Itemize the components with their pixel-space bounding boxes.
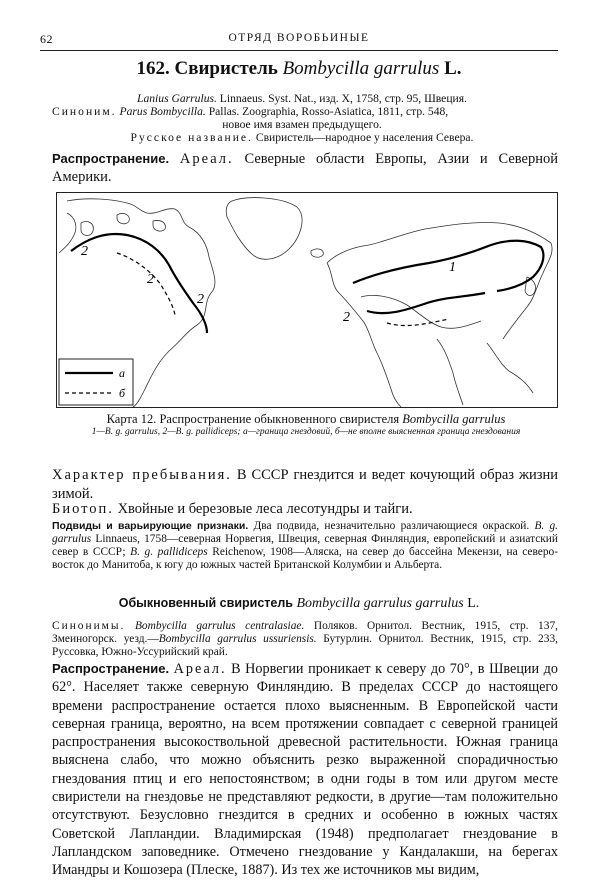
synonym-latin: Lanius Garrulus. — [137, 92, 217, 105]
synonymy-block — [52, 92, 552, 144]
map-label-2a: 2 — [81, 244, 88, 259]
map-label-2d: 2 — [343, 310, 350, 325]
subspecies-text-2: Linnaeus, 1758—северная Норвегия, Швеция, северная Финляндия, европейский и азиатский север в СССР; — [52, 533, 558, 558]
synonymy-line-1 — [52, 92, 552, 105]
distribution2-areal-label: Ареал. — [173, 661, 227, 677]
subspecies-title-latin: Bombycilla garrulus garrulus — [296, 596, 464, 611]
biotope-label: Биотоп. — [52, 501, 114, 517]
distribution-label: Распространение. — [52, 151, 170, 166]
subspecies-title — [40, 596, 558, 612]
legend-label-b: б — [119, 386, 126, 400]
synonym-citation: Linnaeus. Syst. Nat., изд. X, 1758, стр. 95, Швеция. — [216, 92, 467, 105]
distribution2-text: В Норвегии проникает к северу до 70°, в Швеции до 62°. Населяет также северную Финляндию. В пределах СССР до настоящего времени распространение остается плохо выясненным. В Европейской части северная граница, вероятно, на всем протяжении совпадает с северной границей распространения высокоствольной древесной растительности. Южная граница выяснена слабо, что можно объяснить резко выраженной спорадичностью гнездования птиц и его непостоянством; в одни годы в том или другом месте свиристели на гнездовье не представляют редкости, в другие—там положительно отсутствуют. Безусловно гнездится в средних и особенно в южных частях Советской Лапландии. Владимирская (1948) предполагает гнездование в Лапландском заповеднике. Отмечено гнездование у Кандалакши, на берегах Имандры и Кошозера (Плеске, 1887). Из тех же источников мы видим, — [52, 661, 558, 879]
uncertain-boundary-eurasia — [387, 319, 449, 326]
species-title — [40, 58, 558, 80]
mediterranean-asia-line — [361, 295, 481, 328]
range-boundary-eurasia-south — [367, 293, 485, 313]
synonym-label: Синоним. — [52, 105, 117, 118]
map-label-2b: 2 — [147, 272, 154, 287]
greenland-coast — [226, 198, 302, 260]
se-asia-coast — [487, 343, 533, 393]
alaska-coast — [59, 213, 76, 253]
subspecies-synonymy — [52, 620, 558, 659]
island-1 — [81, 221, 93, 235]
residence-label: Характер пребывания. — [52, 467, 232, 483]
synonym-citation-2: Pallas. Zoographia, Rosso-Asiatica, 1811, стр. 548, — [205, 105, 449, 118]
subspecies-text-3: Reichenow, 1908—Аляска, на север до бассейна Мекензи, на северо-восток до Манитоба, к югу до южных частей Британской Колумбии и Альберта. — [52, 546, 559, 571]
map-caption-main — [60, 412, 552, 427]
india-coast — [437, 339, 463, 405]
biotope-paragraph — [52, 500, 558, 518]
running-title: ОТРЯД ВОРОБЬИНЫЕ — [228, 32, 370, 44]
subspecies-latin-1: B. g. garrulus — [52, 520, 558, 545]
map-label-1: 1 — [449, 260, 456, 275]
species-latin-name: Bombycilla garrulus — [282, 58, 440, 79]
distribution-map — [56, 192, 558, 408]
distribution-intro — [52, 150, 558, 186]
subspecies-label: Подвиды и варьирующие признаки. — [52, 520, 249, 532]
synonymy2-latin-1: Bombycilla garrulus centralasiae. — [134, 620, 305, 632]
species-number-name: 162. Свиристель — [136, 58, 278, 79]
island-3 — [153, 220, 165, 231]
residence-paragraph — [52, 466, 558, 504]
caption-text: Карта 12. Распространение обыкновенного свиристеля — [106, 412, 403, 426]
russian-name-text: Свиристель—народное у населения Севера. — [252, 131, 474, 144]
europe-africa-west-coast — [327, 263, 401, 407]
legend-label-a: а — [119, 366, 125, 380]
map-legend — [59, 359, 133, 405]
synonymy2-text-2: Бутурлин. Орнитол. Вестник, 1915, стр. 233, Руссовка, Южно-Уссурийский край. — [52, 633, 558, 658]
subspecies-paragraph — [52, 520, 558, 572]
distribution2-label: Распространение. — [52, 661, 170, 676]
page-number: 62 — [40, 32, 53, 46]
russian-name-label: Русское название. — [130, 131, 253, 144]
map-label-2c: 2 — [197, 292, 204, 307]
iceland-coast — [311, 249, 323, 257]
distribution-paragraph — [52, 660, 558, 880]
synonymy2-latin-2: Bombycilla garrulus ussuriensis. — [158, 633, 317, 645]
distribution-text: Северные области Европы, Азии и Северной Америки. — [52, 151, 559, 185]
synonym-latin-2: Parus Bombycilla. — [119, 105, 206, 118]
synonymy-line-2 — [52, 105, 552, 118]
map-caption-legend: 1—B. g. garrulus, 2—B. g. pallidiceps; а—граница гнездовий, б—не вполне выясненная граница гнездования — [91, 427, 521, 437]
synonymy2-label: Синонимы. — [52, 620, 126, 632]
synonymy-line-4 — [52, 131, 552, 144]
species-author: L. — [444, 58, 462, 79]
range-boundary-america — [71, 234, 207, 333]
subspecies-text-1: Два подвида, незначительно различающиеся окраской. — [248, 520, 535, 532]
running-head — [40, 32, 558, 50]
map-caption — [60, 412, 552, 438]
header-rule — [40, 50, 558, 51]
caption-latin: Bombycilla garrulus — [402, 412, 506, 426]
subspecies-title-author: L. — [467, 596, 480, 611]
map-drawing — [57, 193, 557, 407]
synonymy2-text-1: Поляков. Орнитол. Вестник, 1915, стр. 137, Змеиногорск. уезд.— — [52, 620, 558, 645]
subspecies-latin-2: B. g. pallidiceps — [130, 546, 208, 558]
biotope-text: Хвойные и березовые леса лесотундры и тайги. — [113, 501, 413, 517]
subspecies-title-name: Обыкновенный свиристель — [118, 596, 293, 610]
residence-text: В СССР гнездится и ведет кочующий образ жизни зимой. — [52, 467, 558, 502]
areal-label: Ареал. — [179, 151, 234, 167]
synonymy-line-3: новое имя взамен предыдущего. — [222, 118, 382, 131]
island-2 — [117, 213, 129, 223]
